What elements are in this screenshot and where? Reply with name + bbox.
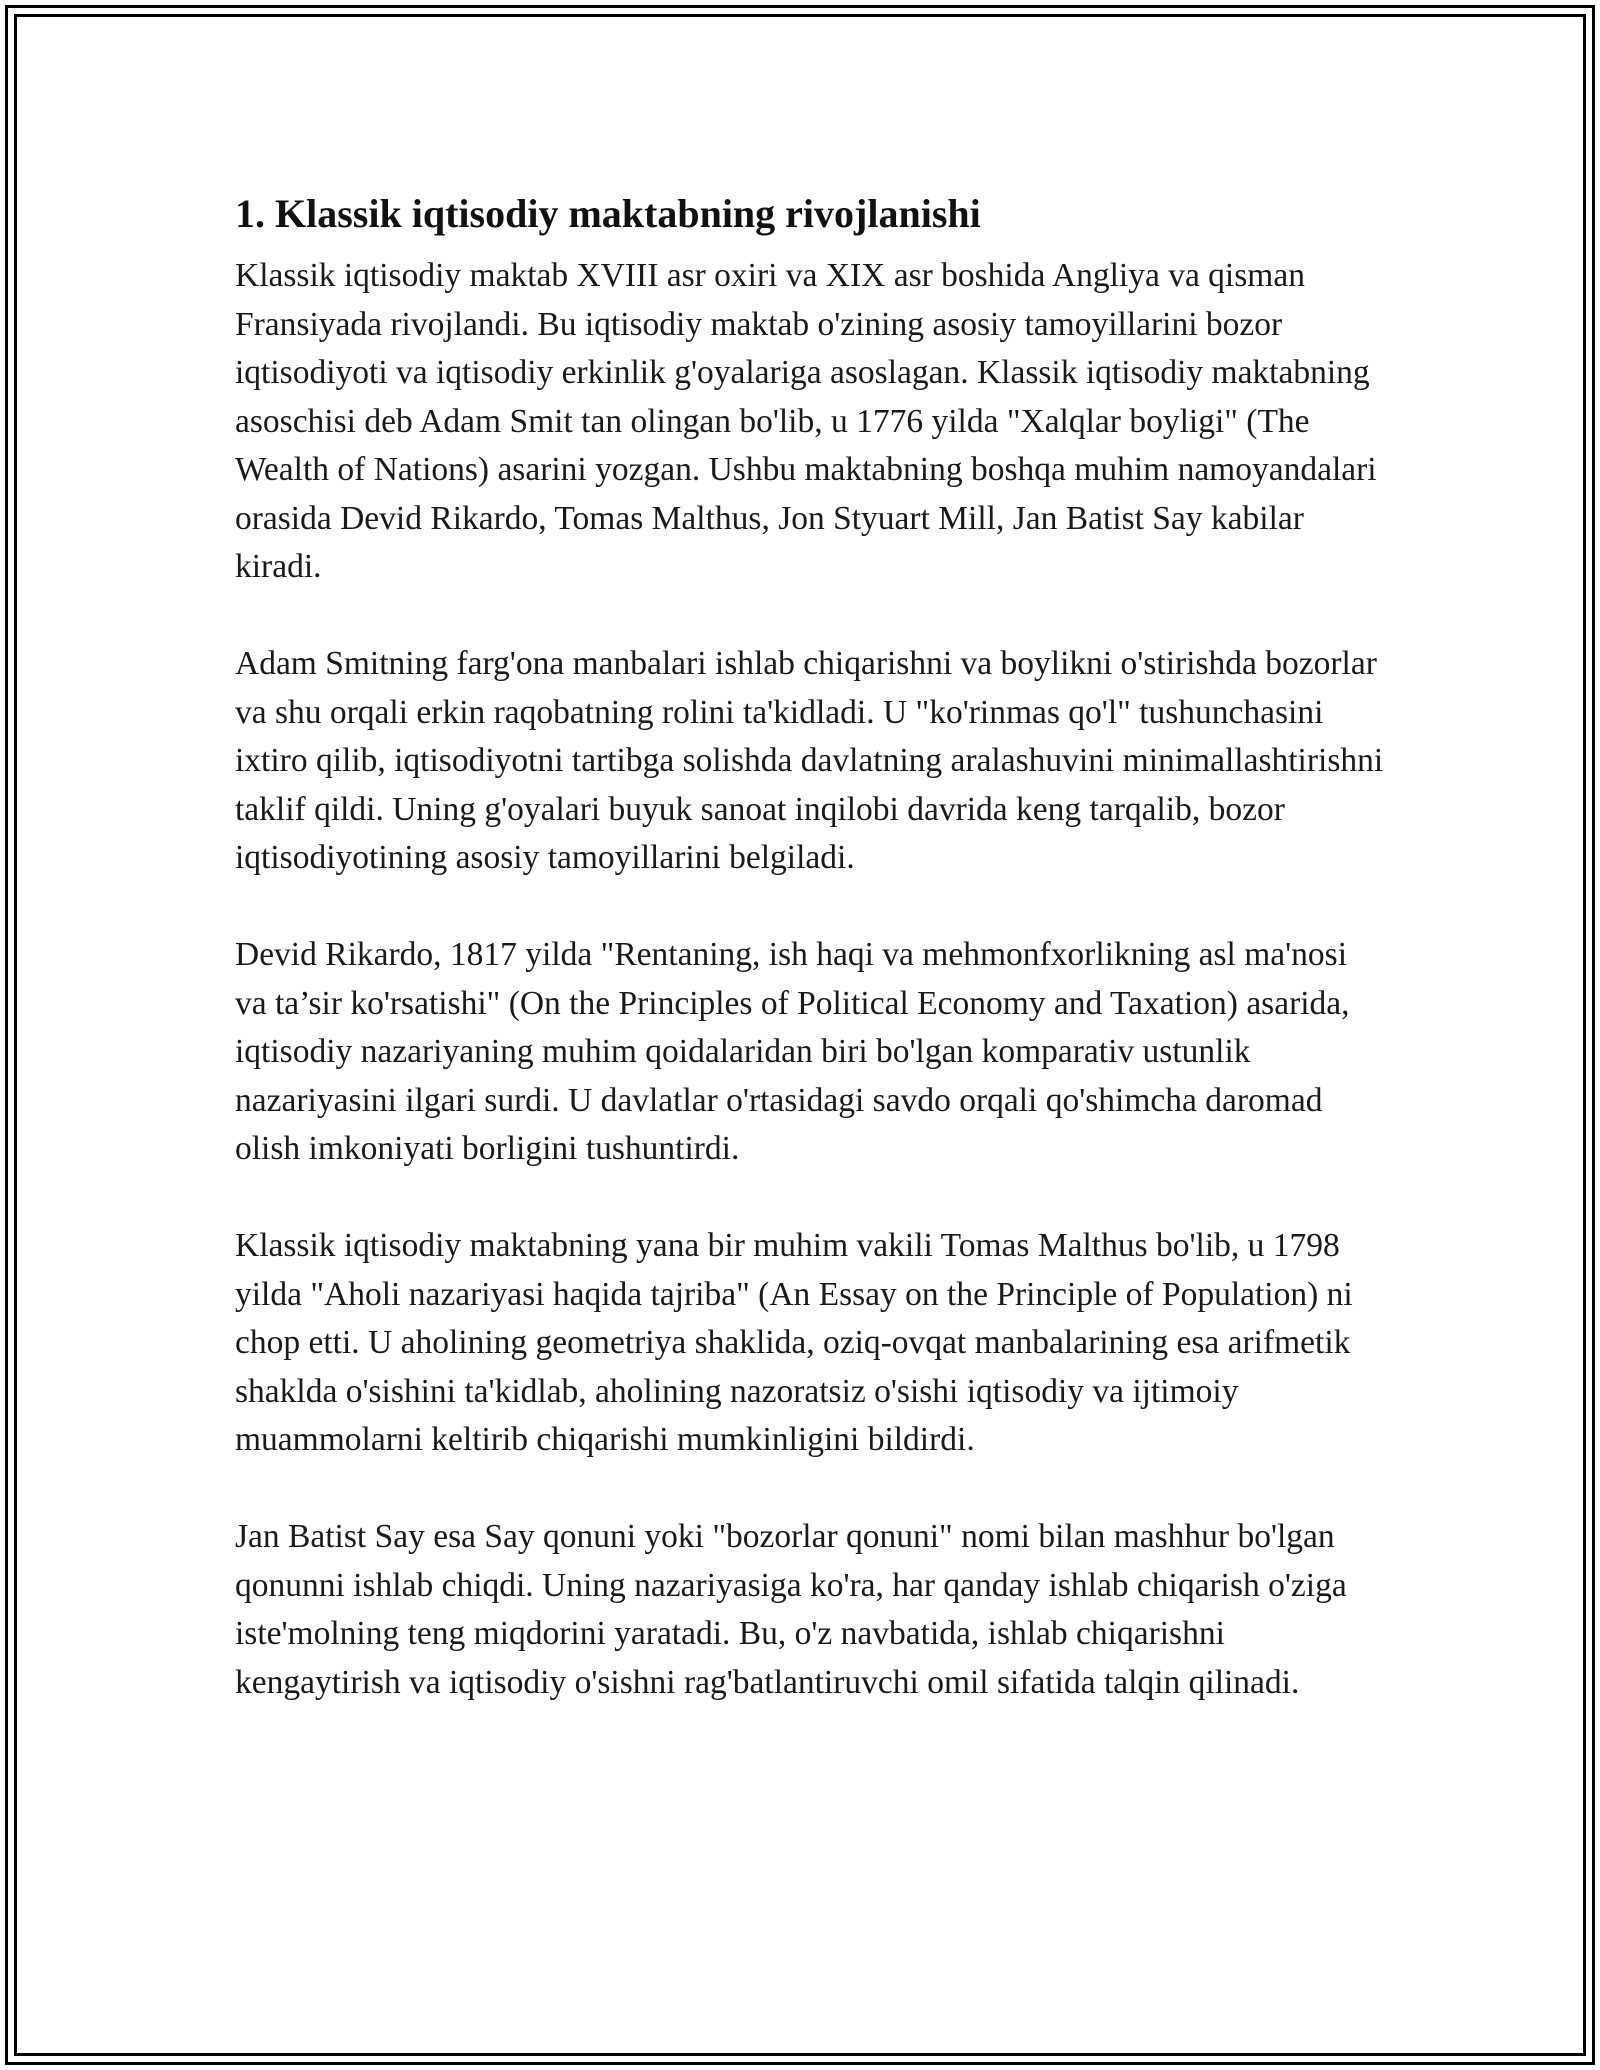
paragraph-jean-baptiste-say: Jan Batist Say esa Say qonuni yoki "bozorlar qonuni" nomi bilan mashhur bo'lgan qonunni ishlab chiqdi. Uning nazariyasiga ko'ra, har qanday ishlab chiqarish o'ziga iste'molning teng miqdorini yaratadi. Bu, o'z navbatida, ishlab chiqarishni kengaytirish va iqtisodiy o'sishni rag'batlantiruvchi omil sifatida talqin qilinadi. [235, 1518, 1347, 1701]
document-body [235, 186, 1385, 1756]
paragraph-adam-smith: Adam Smitning farg'ona manbalari ishlab chiqarishni va boylikni o'stirishda bozorlar va shu orqali erkin raqobatning rolini ta'kidladi. U "ko'rinmas qo'l" tushunchasini ixtiro qilib, iqtisodiyotni tartibga solishda davlatning aralashuvini minimallashtirishni taklif qildi. Uning g'oyalari buyuk sanoat inqilobi davrida keng tarqalib, bozor iqtisodiyotining asosiy tamoyillarini belgiladi. [235, 645, 1384, 876]
paragraph-thomas-malthus: Klassik iqtisodiy maktabning yana bir muhim vakili Tomas Malthus bo'lib, u 1798 yilda "Aholi nazariyasi haqida tajriba" (An Essay on the Principle of Population) ni chop etti. U aholining geometriya shaklida, oziq-ovqat manbalarining esa arifmetik shaklda o'sishini ta'kidlab, aholining nazoratsiz o'sishi iqtisodiy va ijtimoiy muammolarni keltirib chiqarishi mumkinligini bildirdi. [235, 1227, 1353, 1458]
paragraph-david-ricardo: Devid Rikardo, 1817 yilda "Rentaning, ish haqi va mehmonfxorlikning asl ma'nosi va ta’sir ko'rsatishi" (On the Principles of Political Economy and Taxation) asarida, iqtisodiy nazariyaning muhim qoidalaridan biri bo'lgan komparativ ustunlik nazariyasini ilgari surdi. U davlatlar o'rtasidagi savdo orqali qo'shimcha daromad olish imkoniyati borligini tushuntirdi. [235, 936, 1350, 1167]
section-heading: 1. Klassik iqtisodiy maktabning rivojlanishi [235, 191, 981, 236]
paragraph-classical-school-intro: Klassik iqtisodiy maktab XVIII asr oxiri va XIX asr boshida Angliya va qisman Fransiyada rivojlandi. Bu iqtisodiy maktab o'zining asosiy tamoyillarini bozor iqtisodiyoti va iqtisodiy erkinlik g'oyalariga asoslagan. Klassik iqtisodiy maktabning asoschisi deb Adam Smit tan olingan bo'lib, u 1776 yilda "Xalqlar boyligi" (The Wealth of Nations) asarini yozgan. Ushbu maktabning boshqa muhim namoyandalari orasida Devid Rikardo, Tomas Malthus, Jon Styuart Mill, Jan Batist Say kabilar kiradi. [235, 257, 1377, 585]
